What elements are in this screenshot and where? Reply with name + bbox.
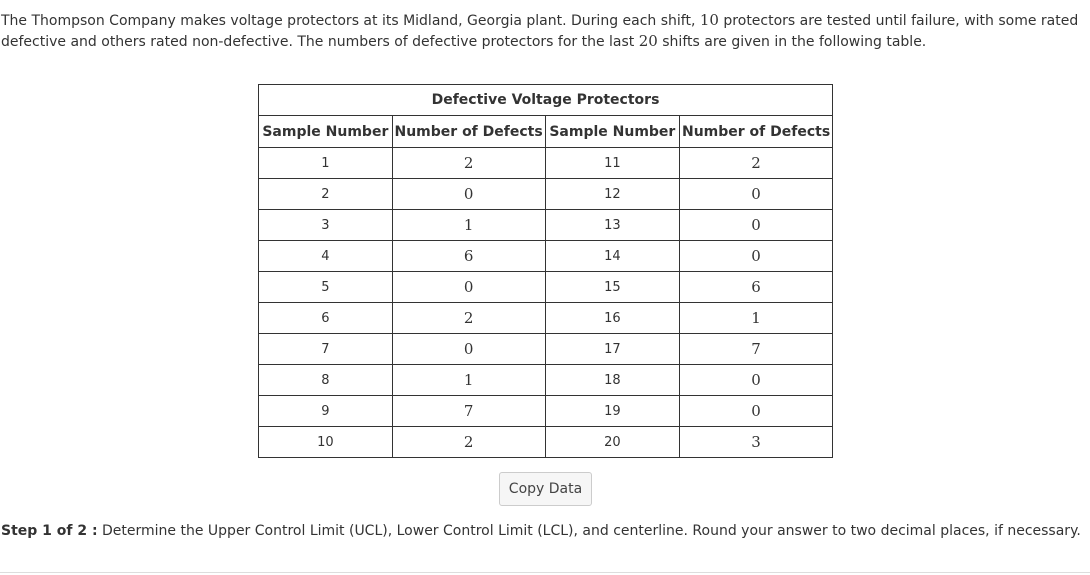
defects-cell: 2 <box>680 148 833 179</box>
sample-number-cell: 19 <box>545 396 680 427</box>
sample-number-cell: 13 <box>545 210 680 241</box>
sample-number-cell: 4 <box>259 241 393 272</box>
defects-cell: 2 <box>392 427 545 458</box>
col-header-number-of-defects: Number of Defects <box>392 116 545 148</box>
step-instruction <box>1 521 1081 541</box>
defects-cell: 0 <box>680 179 833 210</box>
defects-cell: 7 <box>392 396 545 427</box>
table-row <box>259 272 833 303</box>
sample-number-cell: 8 <box>259 365 393 396</box>
table-row <box>259 148 833 179</box>
table-row <box>259 303 833 334</box>
defects-cell: 7 <box>680 334 833 365</box>
table-row <box>259 179 833 210</box>
defects-cell: 2 <box>392 303 545 334</box>
table-row <box>259 427 833 458</box>
col-header-sample-number: Sample Number <box>545 116 680 148</box>
table-row <box>259 365 833 396</box>
col-header-sample-number: Sample Number <box>259 116 393 148</box>
sample-number-cell: 20 <box>545 427 680 458</box>
intro-text-1: The Thompson Company makes voltage protectors at its Midland, Georgia plant. During each shift, <box>1 13 700 29</box>
table-caption: Defective Voltage Protectors <box>259 85 833 116</box>
intro-text-3: shifts are given in the following table. <box>657 34 927 50</box>
defects-cell: 0 <box>392 179 545 210</box>
defects-cell: 0 <box>680 241 833 272</box>
defects-cell: 1 <box>680 303 833 334</box>
step-text: Determine the Upper Control Limit (UCL), Lower Control Limit (LCL), and centerline. Round your answer to two decimal places, if necessary. <box>97 523 1081 539</box>
sample-number-cell: 18 <box>545 365 680 396</box>
defects-cell: 3 <box>680 427 833 458</box>
sample-number-cell: 17 <box>545 334 680 365</box>
intro-text-2: protectors are tested until failure, with some rated defective and others rated non-defective. The numbers of defective protectors for the last <box>1 13 1079 50</box>
problem-statement <box>1 10 1089 52</box>
sample-number-cell: 10 <box>259 427 393 458</box>
table-header-row <box>259 116 833 148</box>
defects-cell: 0 <box>680 396 833 427</box>
bottom-divider <box>0 572 1090 573</box>
col-header-number-of-defects: Number of Defects <box>680 116 833 148</box>
defects-cell: 6 <box>680 272 833 303</box>
table-row <box>259 334 833 365</box>
intro-number-shifts: 20 <box>638 32 658 50</box>
sample-number-cell: 1 <box>259 148 393 179</box>
defects-table <box>258 84 833 458</box>
sample-number-cell: 14 <box>545 241 680 272</box>
defects-cell: 0 <box>392 334 545 365</box>
sample-number-cell: 6 <box>259 303 393 334</box>
sample-number-cell: 9 <box>259 396 393 427</box>
table-row <box>259 210 833 241</box>
sample-number-cell: 11 <box>545 148 680 179</box>
table-caption-row <box>259 85 833 116</box>
step-label: Step 1 of 2 : <box>1 523 98 539</box>
table-body <box>259 148 833 458</box>
sample-number-cell: 5 <box>259 272 393 303</box>
copy-data-button[interactable]: Copy Data <box>499 472 592 506</box>
sample-number-cell: 12 <box>545 179 680 210</box>
defects-cell: 0 <box>680 210 833 241</box>
sample-number-cell: 15 <box>545 272 680 303</box>
sample-number-cell: 2 <box>259 179 393 210</box>
defects-cell: 2 <box>392 148 545 179</box>
defects-cell: 0 <box>392 272 545 303</box>
defects-cell: 1 <box>392 365 545 396</box>
sample-number-cell: 7 <box>259 334 393 365</box>
intro-number-tested: 10 <box>699 11 719 29</box>
defects-cell: 6 <box>392 241 545 272</box>
table-row <box>259 396 833 427</box>
defects-cell: 0 <box>680 365 833 396</box>
table-row <box>259 241 833 272</box>
sample-number-cell: 16 <box>545 303 680 334</box>
defects-cell: 1 <box>392 210 545 241</box>
sample-number-cell: 3 <box>259 210 393 241</box>
